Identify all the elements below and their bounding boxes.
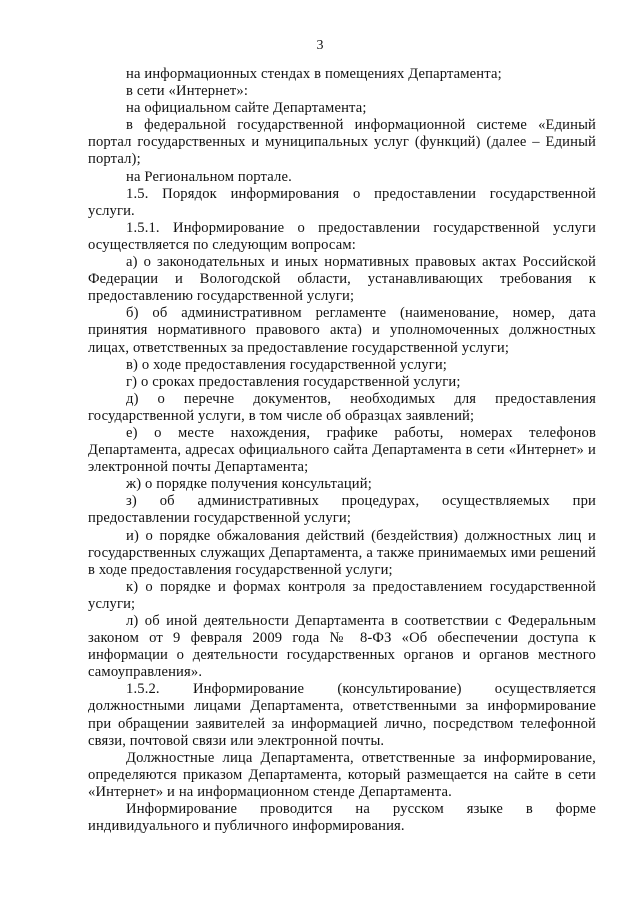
paragraph-officials: Должностные лица Департамента, ответственные за информирование, определяются приказом Департамента, который размещается на сайте в сети «Интернет» и на информационном стенде Департамента.	[88, 749, 596, 800]
paragraph-official-site: на официальном сайте Департамента;	[126, 100, 367, 117]
list-item-g: г) о сроках предоставления государственной услуги;	[126, 373, 461, 390]
list-item-zh: ж) о порядке получения консультаций;	[126, 476, 372, 493]
paragraph-section-1-5-1: 1.5.1. Информирование о предоставлении государственной услуги осуществляется по следующим вопросам:	[88, 219, 596, 253]
document-body	[88, 66, 596, 835]
paragraph-language: Информирование проводится на русском языке в форме индивидуального и публичного информирования.	[88, 801, 596, 835]
list-item-l: л) об иной деятельности Департамента в соответствии с Федеральным законом от 9 февраля 2009 года № 8-ФЗ «Об обеспечении доступа к информации о деятельности государственных органов и органов местного самоуправления».	[88, 613, 596, 681]
paragraph-section-1-5: 1.5. Порядок информирования о предоставлении государственной услуги.	[88, 185, 596, 219]
list-item-i: и) о порядке обжалования действий (бездействия) должностных лиц и государственных служащих Департамента, а также принимаемых ими решений в ходе предоставления государственной услуги;	[88, 527, 596, 578]
paragraph-internet: в сети «Интернет»:	[126, 83, 249, 100]
page-number: 3	[316, 38, 324, 53]
list-item-a: а) о законодательных и иных нормативных правовых актах Российской Федерации и Вологодской области, устанавливающих требования к предоставлению государственной услуги;	[88, 254, 596, 305]
paragraph-regional-portal: на Региональном портале.	[126, 168, 292, 185]
paragraph-info-stands: на информационных стендах в помещениях Департамента;	[126, 66, 502, 82]
paragraph-federal-system: в федеральной государственной информационной системе «Единый портал государственных и муниципальных услуг (функций) (далее – Единый портал);	[88, 117, 596, 168]
list-item-k: к) о порядке и формах контроля за предоставлением государственной услуги;	[88, 578, 596, 612]
list-item-e: е) о месте нахождения, графике работы, номерах телефонов Департамента, адресах официального сайта Департамента в сети «Интернет» и электронной почты Департамента;	[88, 424, 596, 476]
list-item-d: д) о перечне документов, необходимых для предоставления государственной услуги, в том числе об образцах заявлений;	[88, 390, 596, 424]
list-item-z: з) об административных процедурах, осуществляемых при предоставлении государственной услуги;	[88, 493, 596, 527]
list-item-v: в) о ходе предоставления государственной услуги;	[126, 356, 448, 373]
list-item-b: б) об административном регламенте (наименование, номер, дата принятия нормативного правового акта) и уполномоченных должностных лицах, ответственных за предоставление государственной услуги;	[88, 305, 596, 356]
paragraph-section-1-5-2: 1.5.2. Информирование (консультирование) осуществляется должностными лицами Департамента, ответственными за информирование при обращении заявителей за информацией лично, посредством телефонной связи, почтовой связи или электронной почты.	[88, 681, 596, 749]
